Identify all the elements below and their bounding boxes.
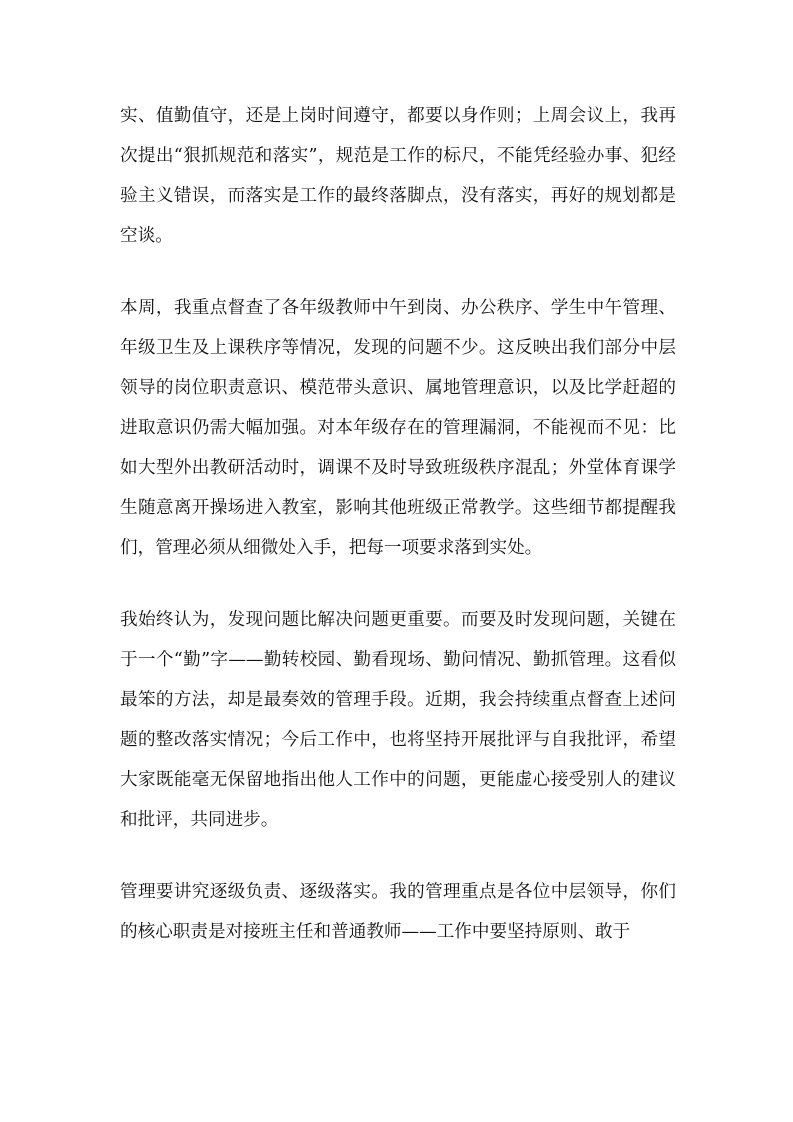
document-body — [120, 96, 676, 952]
paragraph-4: 管理要讲究逐级负责、逐级落实。我的管理重点是各位中层领导，你们的核心职责是对接班主任和普通教师——工作中要坚持原则、敢于 — [120, 882, 676, 942]
paragraph-2: 本周，我重点督查了各年级教师中午到岗、办公秩序、学生中午管理、年级卫生及上课秩序等情况，发现的问题不少。这反映出我们部分中层领导的岗位职责意识、模范带头意识、属地管理意识，以及比学赶超的进取意识仍需大幅加强。对本年级存在的管理漏洞，不能视而不见：比如大型外出教研活动时，调课不及时导致班级秩序混乱；外堂体育课学生随意离开操场进入教室，影响其他班级正常教学。这些细节都提醒我们，管理必须从细微处入手，把每一项要求落到实处。 — [120, 298, 676, 558]
paragraph-1: 实、值勤值守，还是上岗时间遵守，都要以身作则；上周会议上，我再次提出“狠抓规范和落实”，规范是工作的标尺，不能凭经验办事、犯经验主义错误，而落实是工作的最终落脚点，没有落实，再好的规划都是空谈。 — [120, 106, 676, 246]
paragraph-3: 我始终认为，发现问题比解决问题更重要。而要及时发现问题，关键在于一个“勤”字——勤转校园、勤看现场、勤问情况、勤抓管理。这看似最笨的方法，却是最奏效的管理手段。近期，我会持续重点督查上述问题的整改落实情况；今后工作中，也将坚持开展批评与自我批评，希望大家既能毫无保留地指出他人工作中的问题，更能虚心接受别人的建议和批评，共同进步。 — [120, 610, 676, 830]
